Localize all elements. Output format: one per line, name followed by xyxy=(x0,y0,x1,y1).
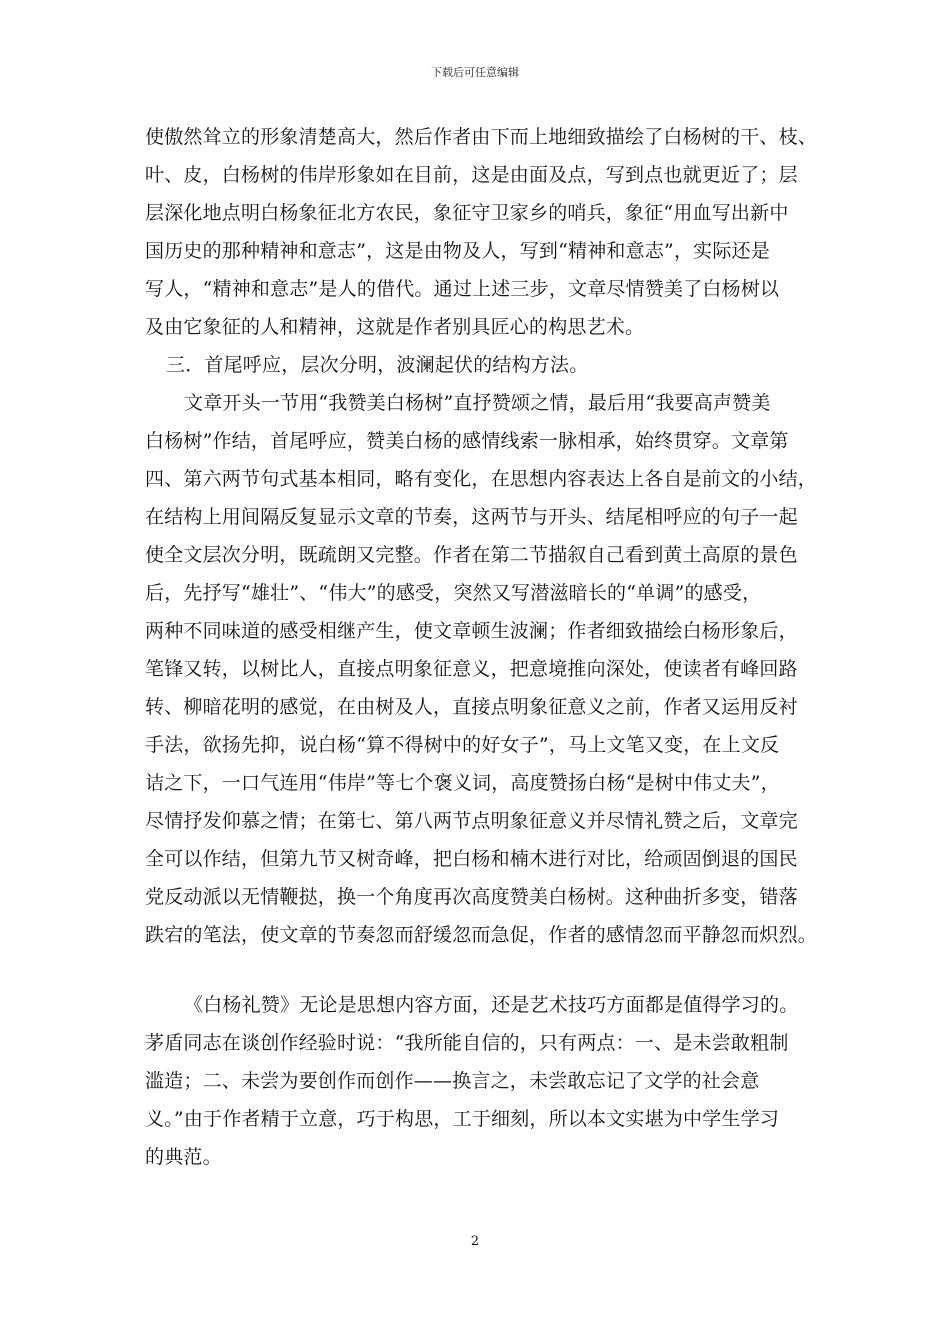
paragraph-line: 国历史的那种精神和意志”，这是由物及人，写到“精神和意志”，实际还是 xyxy=(145,240,770,262)
paragraph-line: 两种不同味道的感受相继产生，使文章顿生波澜；作者细致描绘白杨形象后， xyxy=(145,620,798,642)
paragraph-line: 文章开头一节用“我赞美白杨树”直抒赞颂之情，最后用“我要高声赞美 xyxy=(184,392,771,414)
paragraph-line: 写人，“精神和意志”是人的借代。通过上述三步，文章尽情赞美了白杨树以 xyxy=(145,278,780,300)
page-header: 下载后可任意编辑 xyxy=(431,66,519,79)
paragraph-line: 跌宕的笔法，使文章的节奏忽而舒缓忽而急促，作者的感情忽而平静忽而炽烈。 xyxy=(145,924,818,946)
paragraph-line: 义。”由于作者精于立意，巧于构思，工于细刻，所以本文实堪为中学生学习 xyxy=(145,1108,780,1130)
paragraph-line: 滥造；二、未尝为要创作而创作——换言之，未尝敢忘记了文学的社会意 xyxy=(145,1070,760,1092)
paragraph-line: 四、第六两节句式基本相同，略有变化，在思想内容表达上各自是前文的小结， xyxy=(145,468,818,490)
paragraph-line: 茅盾同志在谈创作经验时说：“我所能自信的，只有两点：一、是未尝敢粗制 xyxy=(145,1032,789,1054)
paragraph-line: 在结构上用间隔反复显示文章的节奏，这两节与开头、结尾相呼应的句子一起 xyxy=(145,506,798,528)
paragraph-line: 叶、皮，白杨树的伟岸形象如在目前，这是由面及点，写到点也就更近了；层 xyxy=(145,164,798,186)
page-number: 2 xyxy=(470,1234,480,1249)
paragraph-line: 白杨树”作结，首尾呼应，赞美白杨的感情线索一脉相承，始终贯穿。文章第 xyxy=(145,430,789,452)
section-heading: 三．首尾呼应，层次分明，波澜起伏的结构方法。 xyxy=(166,354,589,376)
paragraph-line: 诘之下，一口气连用“伟岸”等七个褒义词，高度赞扬白杨“是树中伟丈夫”， xyxy=(145,772,780,794)
paragraph-line: 使傲然耸立的形象清楚高大，然后作者由下而上地细致描绘了白杨树的干、枝、 xyxy=(145,126,818,148)
paragraph-line: 层深化地点明白杨象征北方农民，象征守卫家乡的哨兵，象征“用血写出新中 xyxy=(145,202,789,224)
paragraph-line: 及由它象征的人和精神，这就是作者别具匠心的构思艺术。 xyxy=(145,316,645,338)
paragraph-line: 笔锋又转，以树比人，直接点明象征意义，把意境推向深处，使读者有峰回路 xyxy=(145,658,798,680)
paragraph-line: 的典范。 xyxy=(145,1146,222,1168)
paragraph-line: 《白杨礼赞》无论是思想内容方面，还是艺术技巧方面都是值得学习的。 xyxy=(184,994,799,1016)
paragraph-line: 后，先抒写“雄壮”、“伟大”的感受，突然又写潜滋暗长的“单调”的感受， xyxy=(145,582,762,604)
paragraph-line: 尽情抒发仰慕之情；在第七、第八两节点明象征意义并尽情礼赞之后，文章完 xyxy=(145,810,798,832)
paragraph-line: 使全文层次分明，既疏朗又完整。作者在第二节描叙自己看到黄土高原的景色 xyxy=(145,544,798,566)
paragraph-line: 手法，欲扬先抑，说白杨“算不得树中的好女子”，马上文笔又变，在上文反 xyxy=(145,734,780,756)
paragraph-line: 转、柳暗花明的感觉，在由树及人，直接点明象征意义之前，作者又运用反衬 xyxy=(145,696,798,718)
paragraph-line: 全可以作结，但第九节又树奇峰，把白杨和楠木进行对比，给顽固倒退的国民 xyxy=(145,848,798,870)
paragraph-line: 党反动派以无情鞭挞，换一个角度再次高度赞美白杨树。这种曲折多变，错落 xyxy=(145,886,798,908)
